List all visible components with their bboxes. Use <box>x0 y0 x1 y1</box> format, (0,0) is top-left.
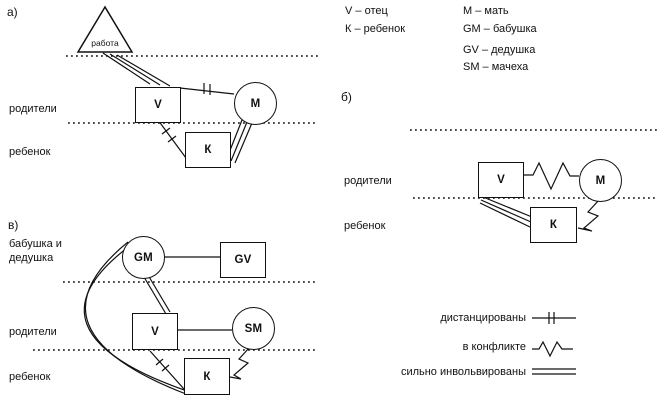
node-father-b <box>478 162 524 198</box>
father-mother-distanced-line <box>180 83 234 95</box>
node-grandmother-v <box>122 236 165 279</box>
panel-v-tag: в) <box>8 218 19 232</box>
legend-label-involved: сильно инвольвированы <box>400 366 526 378</box>
node-father-b-label: V <box>497 174 505 186</box>
panel-b-tag: б) <box>341 90 352 104</box>
row-label-parents-b: родители <box>344 175 392 187</box>
node-stepmother-v-label: SM <box>244 322 263 335</box>
conflict-symbol <box>532 342 573 356</box>
node-child-a <box>185 132 231 168</box>
node-father-v <box>132 313 178 350</box>
node-stepmother-v <box>232 307 275 350</box>
row-label-child-a: ребенок <box>9 146 51 158</box>
node-child-a-label: К <box>204 144 212 156</box>
involved-symbol <box>532 369 576 374</box>
node-mother-a-label: M <box>250 97 261 110</box>
node-mother-b <box>579 159 622 202</box>
work-triangle-label: работа <box>91 38 119 48</box>
father-child-involved-lines <box>480 197 532 227</box>
glossary-grandmother: GM – бабушка <box>463 23 537 35</box>
father-child-distanced-line <box>158 120 186 158</box>
node-mother-b-label: M <box>595 174 606 187</box>
node-child-v <box>184 358 230 395</box>
node-father-v-label: V <box>151 325 159 338</box>
glossary-grandfather: GV – дедушка <box>463 44 536 56</box>
node-grandfather-v-label: GV <box>234 254 252 266</box>
work-father-involved-lines <box>103 53 170 86</box>
distanced-symbol <box>532 312 576 324</box>
node-grandfather-v <box>220 242 266 278</box>
glossary-father: V – отец <box>345 5 388 17</box>
panel-a-tag: а) <box>7 5 18 19</box>
mother-child-conflict-zigzag <box>578 200 599 231</box>
node-mother-a <box>234 82 277 125</box>
row-label-child-v: ребенок <box>9 371 51 383</box>
glossary-mother: M – мать <box>463 5 509 17</box>
node-child-b <box>530 207 577 243</box>
glossary-child: К – ребенок <box>345 23 406 35</box>
stepmother-child-conflict-zigzag <box>230 348 249 379</box>
legend-label-distanced: дистанцированы <box>440 312 526 324</box>
legend-label-conflict: в конфликте <box>462 341 526 353</box>
node-child-b-label: К <box>549 219 558 231</box>
row-label-child-b: ребенок <box>344 220 386 232</box>
grandmother-father-involved-lines <box>144 275 170 314</box>
row-label-parents-a: родители <box>9 103 57 115</box>
row-label-parents-v: родители <box>9 326 57 338</box>
node-grandmother-v-label: GM <box>134 251 153 264</box>
node-father-a-label: V <box>154 99 162 111</box>
row-label-grandparents-line2: дедушка <box>9 252 54 264</box>
father-mother-conflict-zigzag <box>523 163 579 189</box>
node-father-a <box>135 87 181 123</box>
row-label-grandparents-line1: бабушка и <box>9 238 62 250</box>
glossary-stepmother: SM – мачеха <box>463 61 529 73</box>
node-child-v-label: К <box>203 370 211 383</box>
